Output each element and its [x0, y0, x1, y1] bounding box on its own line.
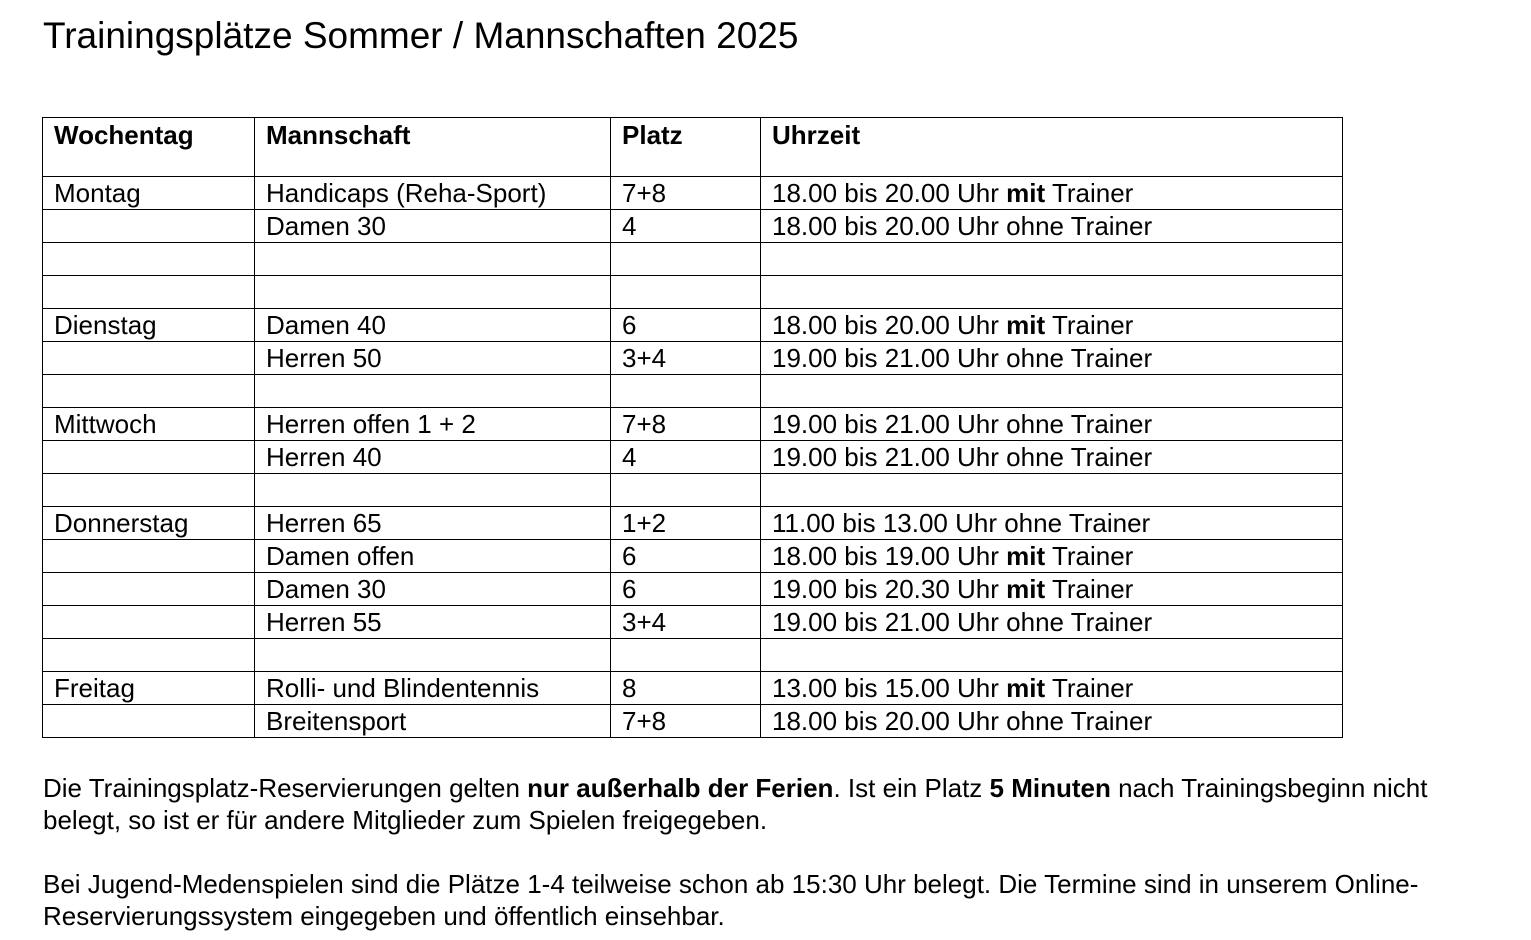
cell-platz: 1+2	[611, 507, 761, 540]
cell-wochentag: Montag	[43, 177, 255, 210]
time-text: 13.00 bis 15.00 Uhr	[772, 673, 999, 703]
trainer-label: Trainer	[1051, 574, 1134, 604]
cell-mannschaft: Herren 50	[255, 342, 611, 375]
cell-uhrzeit	[761, 408, 1343, 441]
header-uhrzeit: Uhrzeit	[761, 118, 1343, 177]
cell-wochentag	[43, 441, 255, 474]
cell-wochentag	[43, 474, 255, 507]
cell-wochentag	[43, 375, 255, 408]
cell-platz: 4	[611, 441, 761, 474]
note1-text-1: Die Trainingsplatz-Reservierungen gelten	[43, 773, 528, 803]
header-wochentag: Wochentag	[43, 118, 255, 177]
table-row	[43, 672, 1343, 705]
cell-mannschaft: Handicaps (Reha-Sport)	[255, 177, 611, 210]
time-text: 19.00 bis 21.00 Uhr ohne Trainer	[772, 343, 1153, 373]
table-row	[43, 342, 1343, 375]
cell-uhrzeit	[761, 276, 1343, 309]
cell-uhrzeit	[761, 639, 1343, 672]
cell-mannschaft: Herren 40	[255, 441, 611, 474]
table-body	[43, 177, 1343, 738]
trainer-mode-bold: mit	[1006, 178, 1046, 208]
table-row	[43, 606, 1343, 639]
table-row	[43, 639, 1343, 672]
cell-wochentag: Freitag	[43, 672, 255, 705]
table-row	[43, 441, 1343, 474]
table-row	[43, 375, 1343, 408]
cell-uhrzeit	[761, 309, 1343, 342]
cell-wochentag	[43, 276, 255, 309]
cell-platz: 7+8	[611, 408, 761, 441]
table-row	[43, 474, 1343, 507]
table-row	[43, 309, 1343, 342]
note-youth-matches: Bei Jugend-Medenspielen sind die Plätze 1-4 teilweise schon ab 15:30 Uhr belegt. Die Termine sind in unserem Online-Reservierungssystem eingegeben und öffentlich einsehbar.	[43, 869, 1419, 931]
table-header-row	[43, 118, 1343, 177]
cell-uhrzeit	[761, 243, 1343, 276]
table-row	[43, 705, 1343, 738]
time-text: 19.00 bis 21.00 Uhr ohne Trainer	[772, 409, 1153, 439]
table-row	[43, 210, 1343, 243]
trainer-mode-bold: mit	[1006, 673, 1046, 703]
trainer-label: Trainer	[1051, 541, 1134, 571]
cell-uhrzeit	[761, 342, 1343, 375]
cell-mannschaft	[255, 276, 611, 309]
time-text: 18.00 bis 20.00 Uhr	[772, 310, 999, 340]
cell-mannschaft	[255, 639, 611, 672]
trainer-mode-bold: mit	[1006, 574, 1046, 604]
cell-wochentag	[43, 210, 255, 243]
cell-uhrzeit	[761, 705, 1343, 738]
cell-platz: 6	[611, 309, 761, 342]
cell-platz: 6	[611, 540, 761, 573]
table-row	[43, 177, 1343, 210]
time-text: 18.00 bis 20.00 Uhr	[772, 178, 999, 208]
cell-wochentag	[43, 342, 255, 375]
cell-uhrzeit	[761, 375, 1343, 408]
cell-wochentag	[43, 639, 255, 672]
note1-text-3: nach Trainingsbeginn nicht belegt, so ist er für andere Mitglieder zum Spielen freigegeben.	[43, 773, 1428, 835]
cell-platz	[611, 474, 761, 507]
cell-mannschaft	[255, 375, 611, 408]
note1-text-2: . Ist ein Platz	[833, 773, 990, 803]
time-text: 19.00 bis 20.30 Uhr	[772, 574, 999, 604]
time-text: 18.00 bis 20.00 Uhr ohne Trainer	[772, 211, 1153, 241]
cell-mannschaft: Damen 30	[255, 210, 611, 243]
cell-uhrzeit	[761, 606, 1343, 639]
training-schedule-table	[42, 117, 1343, 738]
header-mannschaft: Mannschaft	[255, 118, 611, 177]
cell-wochentag: Donnerstag	[43, 507, 255, 540]
cell-mannschaft	[255, 243, 611, 276]
cell-mannschaft: Damen 40	[255, 309, 611, 342]
trainer-label: Trainer	[1051, 673, 1134, 703]
cell-uhrzeit	[761, 672, 1343, 705]
table-row	[43, 573, 1343, 606]
trainer-label: Trainer	[1051, 178, 1134, 208]
cell-wochentag	[43, 243, 255, 276]
time-text: 18.00 bis 20.00 Uhr ohne Trainer	[772, 706, 1153, 736]
table-row	[43, 276, 1343, 309]
cell-uhrzeit	[761, 210, 1343, 243]
cell-uhrzeit	[761, 474, 1343, 507]
cell-platz	[611, 276, 761, 309]
table-row	[43, 243, 1343, 276]
cell-mannschaft: Damen offen	[255, 540, 611, 573]
cell-platz: 8	[611, 672, 761, 705]
time-text: 19.00 bis 21.00 Uhr ohne Trainer	[772, 607, 1153, 637]
cell-platz: 3+4	[611, 342, 761, 375]
time-text: 11.00 bis 13.00 Uhr ohne Trainer	[772, 508, 1151, 538]
cell-wochentag	[43, 540, 255, 573]
cell-wochentag: Dienstag	[43, 309, 255, 342]
cell-wochentag: Mittwoch	[43, 408, 255, 441]
cell-mannschaft: Damen 30	[255, 573, 611, 606]
note1-bold-2: 5 Minuten	[989, 773, 1111, 803]
cell-wochentag	[43, 573, 255, 606]
trainer-label: Trainer	[1051, 310, 1134, 340]
cell-mannschaft: Herren 55	[255, 606, 611, 639]
cell-platz: 7+8	[611, 705, 761, 738]
cell-wochentag	[43, 705, 255, 738]
cell-uhrzeit	[761, 507, 1343, 540]
cell-mannschaft: Herren 65	[255, 507, 611, 540]
cell-platz	[611, 639, 761, 672]
cell-mannschaft: Breitensport	[255, 705, 611, 738]
cell-uhrzeit	[761, 573, 1343, 606]
note1-bold-1: nur außerhalb der Ferien	[527, 773, 834, 803]
table-row	[43, 408, 1343, 441]
time-text: 18.00 bis 19.00 Uhr	[772, 541, 999, 571]
cell-platz	[611, 243, 761, 276]
cell-mannschaft: Herren offen 1 + 2	[255, 408, 611, 441]
page-title: Trainingsplätze Sommer / Mannschaften 2025	[43, 15, 799, 56]
cell-platz: 3+4	[611, 606, 761, 639]
table-row	[43, 540, 1343, 573]
cell-platz: 7+8	[611, 177, 761, 210]
cell-mannschaft	[255, 474, 611, 507]
trainer-mode-bold: mit	[1006, 541, 1046, 571]
cell-uhrzeit	[761, 177, 1343, 210]
cell-uhrzeit	[761, 441, 1343, 474]
cell-wochentag	[43, 606, 255, 639]
cell-platz: 4	[611, 210, 761, 243]
note-reservation-rules	[43, 772, 1503, 836]
time-text: 19.00 bis 21.00 Uhr ohne Trainer	[772, 442, 1153, 472]
cell-uhrzeit	[761, 540, 1343, 573]
cell-platz: 6	[611, 573, 761, 606]
cell-platz	[611, 375, 761, 408]
table-row	[43, 507, 1343, 540]
cell-mannschaft: Rolli- und Blindentennis	[255, 672, 611, 705]
trainer-mode-bold: mit	[1006, 310, 1046, 340]
header-platz: Platz	[611, 118, 761, 177]
